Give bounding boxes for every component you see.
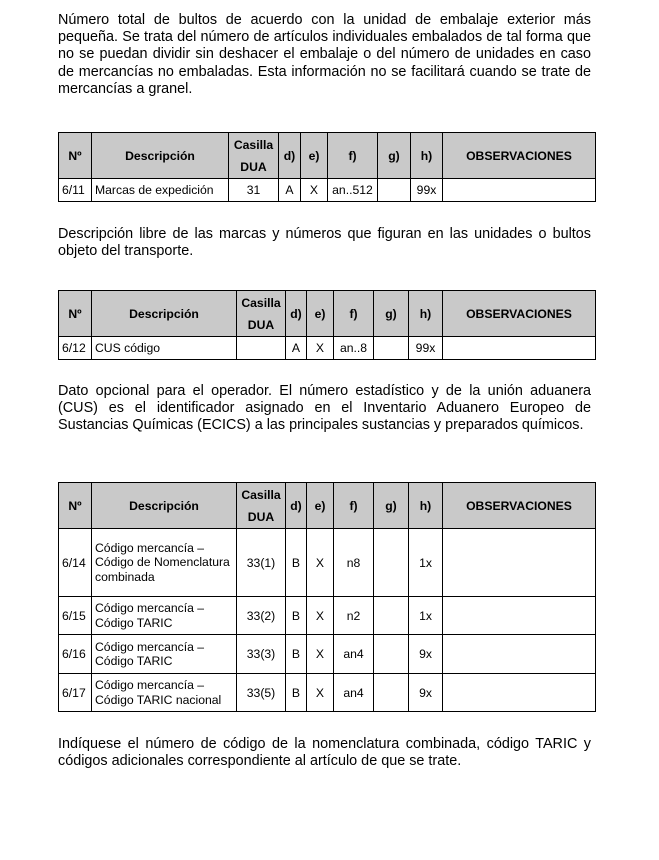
header-d: d) bbox=[286, 483, 307, 529]
cell-no: 6/17 bbox=[59, 674, 92, 712]
cell-d: B bbox=[286, 674, 307, 712]
header-f: f) bbox=[328, 133, 378, 179]
cell-h: 9x bbox=[409, 674, 443, 712]
cell-f: n8 bbox=[334, 529, 374, 597]
cell-f: an..8 bbox=[334, 337, 374, 360]
cell-h: 9x bbox=[409, 635, 443, 674]
cell-obs bbox=[443, 674, 596, 712]
table-header-row bbox=[59, 133, 596, 179]
table-row bbox=[59, 635, 596, 674]
header-descripcion: Descripción bbox=[92, 133, 229, 179]
header-no: Nº bbox=[59, 133, 92, 179]
header-g: g) bbox=[374, 483, 409, 529]
cell-g bbox=[374, 674, 409, 712]
cell-desc: Marcas de expedición bbox=[92, 179, 229, 202]
cell-no: 6/12 bbox=[59, 337, 92, 360]
header-g: g) bbox=[374, 291, 409, 337]
header-h: h) bbox=[411, 133, 443, 179]
table-row bbox=[59, 529, 596, 597]
cell-desc: CUS código bbox=[92, 337, 237, 360]
cell-f: an4 bbox=[334, 674, 374, 712]
cell-casilla: 33(2) bbox=[237, 597, 286, 635]
cell-d: A bbox=[279, 179, 301, 202]
paragraph-marcas: Descripción libre de las marcas y números que figuran en las unidades o bultos objeto del transporte. bbox=[58, 226, 591, 260]
paragraph-cus: Dato opcional para el operador. El número estadístico y de la unión aduanera (CUS) es el identificador asignado en el Inventario Aduanero Europeo de Sustancias Químicas (ECICS) a las principales sustancias y preparados químicos. bbox=[58, 383, 591, 434]
table-row bbox=[59, 179, 596, 202]
cell-e: X bbox=[307, 529, 334, 597]
header-d: d) bbox=[279, 133, 301, 179]
table-header-row bbox=[59, 291, 596, 337]
cell-obs bbox=[443, 597, 596, 635]
header-f: f) bbox=[334, 291, 374, 337]
paragraph-bultos: Número total de bultos de acuerdo con la unidad de embalaje exterior más pequeña. Se trata del número de artículos individuales embalados de tal forma que no se puedan dividir sin deshacer el embalaje o del número de unidades en caso de mercancías no embaladas. Esta información no se facilitará cuando se trate de mercancías a granel. bbox=[58, 12, 591, 97]
header-descripcion: Descripción bbox=[92, 291, 237, 337]
cell-desc: Código mercancía – Código TARIC bbox=[92, 597, 237, 635]
header-observaciones: OBSERVACIONES bbox=[443, 133, 596, 179]
cell-g bbox=[374, 635, 409, 674]
cell-no: 6/15 bbox=[59, 597, 92, 635]
table-mercancia bbox=[58, 482, 596, 712]
cell-no: 6/11 bbox=[59, 179, 92, 202]
header-e: e) bbox=[307, 291, 334, 337]
cell-desc: Código mercancía – Código de Nomenclatura combinada bbox=[92, 529, 237, 597]
cell-h: 1x bbox=[409, 597, 443, 635]
header-observaciones: OBSERVACIONES bbox=[443, 291, 596, 337]
cell-no: 6/16 bbox=[59, 635, 92, 674]
cell-f: an..512 bbox=[328, 179, 378, 202]
paragraph-nomenclatura: Indíquese el número de código de la nomenclatura combinada, código TARIC y códigos adicionales correspondiente al artículo de que se trate. bbox=[58, 736, 591, 770]
cell-casilla: 33(3) bbox=[237, 635, 286, 674]
table-header-row bbox=[59, 483, 596, 529]
cell-e: X bbox=[301, 179, 328, 202]
header-e: e) bbox=[301, 133, 328, 179]
cell-e: X bbox=[307, 674, 334, 712]
cell-g bbox=[378, 179, 411, 202]
cell-e: X bbox=[307, 337, 334, 360]
header-descripcion: Descripción bbox=[92, 483, 237, 529]
cell-g bbox=[374, 529, 409, 597]
cell-desc: Código mercancía – Código TARIC nacional bbox=[92, 674, 237, 712]
header-h: h) bbox=[409, 483, 443, 529]
cell-d: B bbox=[286, 529, 307, 597]
cell-d: B bbox=[286, 635, 307, 674]
cell-f: an4 bbox=[334, 635, 374, 674]
cell-e: X bbox=[307, 635, 334, 674]
header-d: d) bbox=[286, 291, 307, 337]
header-no: Nº bbox=[59, 483, 92, 529]
cell-h: 99x bbox=[411, 179, 443, 202]
header-casilla-dua: Casilla DUA bbox=[229, 133, 279, 179]
header-casilla-dua: Casilla DUA bbox=[237, 483, 286, 529]
cell-no: 6/14 bbox=[59, 529, 92, 597]
table-cus bbox=[58, 290, 596, 360]
cell-h: 99x bbox=[409, 337, 443, 360]
cell-d: B bbox=[286, 597, 307, 635]
cell-d: A bbox=[286, 337, 307, 360]
header-f: f) bbox=[334, 483, 374, 529]
table-row bbox=[59, 597, 596, 635]
table-row bbox=[59, 674, 596, 712]
header-no: Nº bbox=[59, 291, 92, 337]
header-e: e) bbox=[307, 483, 334, 529]
table-marcas bbox=[58, 132, 596, 202]
cell-h: 1x bbox=[409, 529, 443, 597]
cell-casilla: 31 bbox=[229, 179, 279, 202]
header-h: h) bbox=[409, 291, 443, 337]
cell-f: n2 bbox=[334, 597, 374, 635]
header-observaciones: OBSERVACIONES bbox=[443, 483, 596, 529]
header-casilla-dua: Casilla DUA bbox=[237, 291, 286, 337]
cell-obs bbox=[443, 635, 596, 674]
cell-obs bbox=[443, 529, 596, 597]
table-row bbox=[59, 337, 596, 360]
cell-casilla: 33(5) bbox=[237, 674, 286, 712]
cell-e: X bbox=[307, 597, 334, 635]
cell-obs bbox=[443, 337, 596, 360]
cell-obs bbox=[443, 179, 596, 202]
cell-g bbox=[374, 337, 409, 360]
cell-casilla bbox=[237, 337, 286, 360]
cell-g bbox=[374, 597, 409, 635]
cell-casilla: 33(1) bbox=[237, 529, 286, 597]
cell-desc: Código mercancía – Código TARIC bbox=[92, 635, 237, 674]
header-g: g) bbox=[378, 133, 411, 179]
